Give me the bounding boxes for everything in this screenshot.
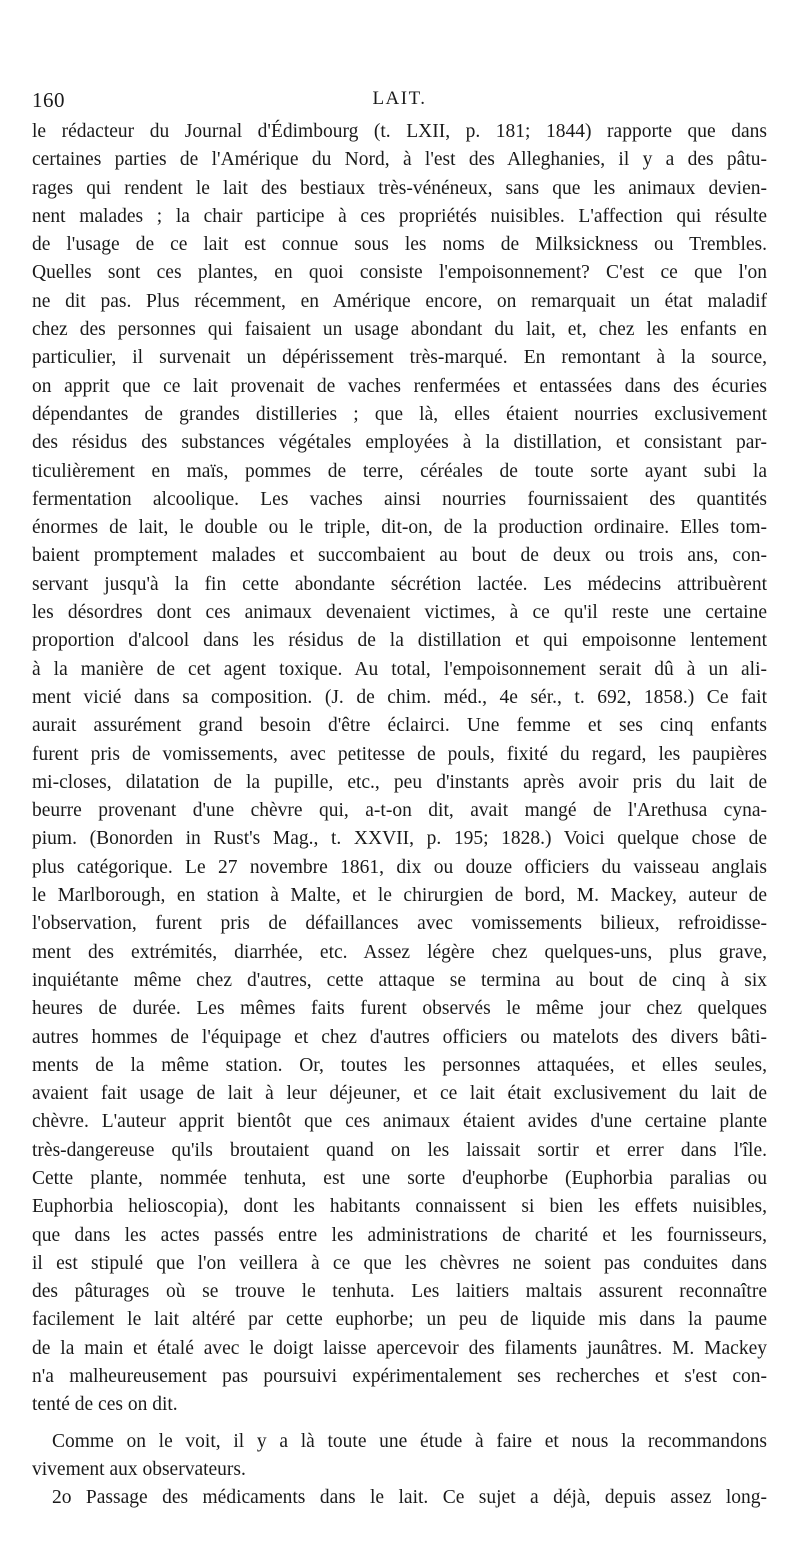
text-line: ment des extrémités, diarrhée, etc. Assez légère chez quelques-uns, plus grave, bbox=[32, 941, 767, 963]
page-header bbox=[32, 84, 767, 118]
text-line: aurait assurément grand besoin d'être éclairci. Une femme et ses cinq enfants bbox=[32, 715, 767, 737]
text-line: on apprit que ce lait provenait de vaches renfermées et entassées dans des écuries bbox=[32, 375, 767, 397]
text-line: des pâturages où se trouve le tenhuta. Les laitiers maltais assurent reconnaître bbox=[32, 1281, 767, 1303]
text-line: 2o Passage des médicaments dans le lait. Ce sujet a déjà, depuis assez long- bbox=[52, 1487, 767, 1509]
text-line: le rédacteur du Journal d'Édimbourg (t. LXII, p. 181; 1844) rapporte que dans bbox=[32, 121, 767, 142]
text-line: particulier, il survenait un dépérissement très-marqué. En remontant à la source, bbox=[32, 347, 767, 369]
text-line: chèvre. L'auteur apprit bientôt que ces animaux étaient avides d'une certaine plante bbox=[32, 1111, 767, 1133]
text-line: plus catégorique. Le 27 novembre 1861, dix ou douze officiers du vaisseau anglais bbox=[32, 856, 767, 878]
text-line: dépendantes de grandes distilleries ; que là, elles étaient nourries exclusivement bbox=[32, 403, 767, 425]
paragraph-medicaments-section bbox=[32, 1484, 767, 1512]
text-line: ticulièrement en maïs, pommes de terre, céréales de toute sorte ayant subi la bbox=[32, 460, 767, 482]
text-line: que dans les actes passés entre les administrations de charité et les fournisseurs, bbox=[32, 1224, 767, 1246]
text-line: servant jusqu'à la fin cette abondante sécrétion lactée. Les médecins attribuèrent bbox=[32, 573, 767, 595]
text-line: ments de la même station. Or, toutes les personnes attaquées, et elles seules, bbox=[32, 1054, 767, 1076]
text-line: heures de durée. Les mêmes faits furent observés le même jour chez quelques bbox=[32, 998, 767, 1020]
text-line: des résidus des substances végétales employées à la distillation, et consistant par- bbox=[32, 432, 767, 454]
text-line: n'a malheureusement pas poursuivi expérimentalement ses recherches et s'est con- bbox=[32, 1366, 767, 1388]
text-line: nent malades ; la chair participe à ces propriétés nuisibles. L'affection qui résulte bbox=[32, 205, 767, 227]
text-line: furent pris de vomissements, avec petitesse de pouls, fixité du regard, les paupières bbox=[32, 743, 767, 765]
text-line: Euphorbia helioscopia), dont les habitants connaissent si bien les effets nuisibles, bbox=[32, 1196, 767, 1218]
text-line: les désordres dont ces animaux devenaient victimes, à ce qu'il reste une certaine bbox=[32, 602, 767, 624]
text-line: facilement le lait altéré par cette euphorbe; un peu de liquide mis dans la paume bbox=[32, 1309, 767, 1331]
text-line: vivement aux observateurs. bbox=[32, 1458, 246, 1480]
text-line: il est stipulé que l'on veillera à ce que les chèvres ne soient pas conduites dans bbox=[32, 1252, 767, 1274]
text-line: inquiétante même chez d'autres, cette attaque se termina au bout de cinq à six bbox=[32, 969, 767, 991]
paragraph-recommendation bbox=[32, 1428, 767, 1485]
text-line: fermentation alcoolique. Les vaches ainsi nourries fournissaient des quantités bbox=[32, 488, 767, 510]
text-line: mi-closes, dilatation de la pupille, etc., peu d'instants après avoir pris du lait de bbox=[32, 771, 767, 793]
text-line: certaines parties de l'Amérique du Nord, à l'est des Alleghanies, il y a des pâtu- bbox=[32, 149, 767, 171]
text-line: baient promptement malades et succombaient au bout de deux ou trois ans, con- bbox=[32, 545, 767, 567]
text-line: de l'usage de ce lait est connue sous les noms de Milksickness ou Trembles. bbox=[32, 234, 767, 256]
text-line: avaient fait usage de lait à leur déjeuner, et ce lait était exclusivement du lait de bbox=[32, 1083, 767, 1105]
text-line: rages qui rendent le lait des bestiaux très-vénéneux, sans que les animaux devien- bbox=[32, 177, 767, 199]
text-line: énormes de lait, le double ou le triple, dit-on, de la production ordinaire. Elles tom- bbox=[32, 517, 767, 539]
paragraph-milk-poisoning bbox=[32, 118, 767, 1420]
text-line: l'observation, furent pris de défaillances avec vomissements bilieux, refroidisse- bbox=[32, 913, 767, 935]
text-line: proportion d'alcool dans les résidus de la distillation et qui empoisonne lentement bbox=[32, 630, 767, 652]
text-line: le Marlborough, en station à Malte, et le chirurgien de bord, M. Mackey, auteur de bbox=[32, 885, 767, 907]
page-number: 160 bbox=[32, 88, 65, 112]
text-line: de la main et étalé avec le doigt laisse apercevoir des filaments jaunâtres. M. Mackey bbox=[32, 1337, 767, 1359]
text-line: tenté de ces on dit. bbox=[32, 1394, 178, 1416]
running-title: LAIT. bbox=[372, 88, 427, 109]
book-page bbox=[32, 84, 767, 1513]
text-line: autres hommes de l'équipage et chez d'autres officiers ou matelots des divers bâti- bbox=[32, 1026, 767, 1048]
text-line: Comme on le voit, il y a là toute une étude à faire et nous la recommandons bbox=[52, 1430, 767, 1452]
text-line: Quelles sont ces plantes, en quoi consiste l'empoisonnement? C'est ce que l'on bbox=[32, 262, 767, 284]
text-line: Cette plante, nommée tenhuta, est une sorte d'euphorbe (Euphorbia paralias ou bbox=[32, 1167, 767, 1189]
paragraph-gap bbox=[32, 1420, 767, 1428]
text-line: beurre provenant d'une chèvre qui, a-t-on dit, avait mangé de l'Arethusa cyna- bbox=[32, 800, 767, 822]
text-line: chez des personnes qui faisaient un usage abondant du lait, et, chez les enfants en bbox=[32, 319, 767, 341]
text-line: à la manière de cet agent toxique. Au total, l'empoisonnement serait dû à un ali- bbox=[32, 658, 767, 680]
text-line: très-dangereuse qu'ils broutaient quand on les laissait sortir et errer dans l'île. bbox=[32, 1139, 767, 1161]
text-line: ment vicié dans sa composition. (J. de chim. méd., 4e sér., t. 692, 1858.) Ce fait bbox=[32, 686, 767, 708]
text-line: ne dit pas. Plus récemment, en Amérique encore, on remarquait un état maladif bbox=[32, 290, 767, 312]
text-line: pium. (Bonorden in Rust's Mag., t. XXVII, p. 195; 1828.) Voici quelque chose de bbox=[32, 828, 767, 850]
